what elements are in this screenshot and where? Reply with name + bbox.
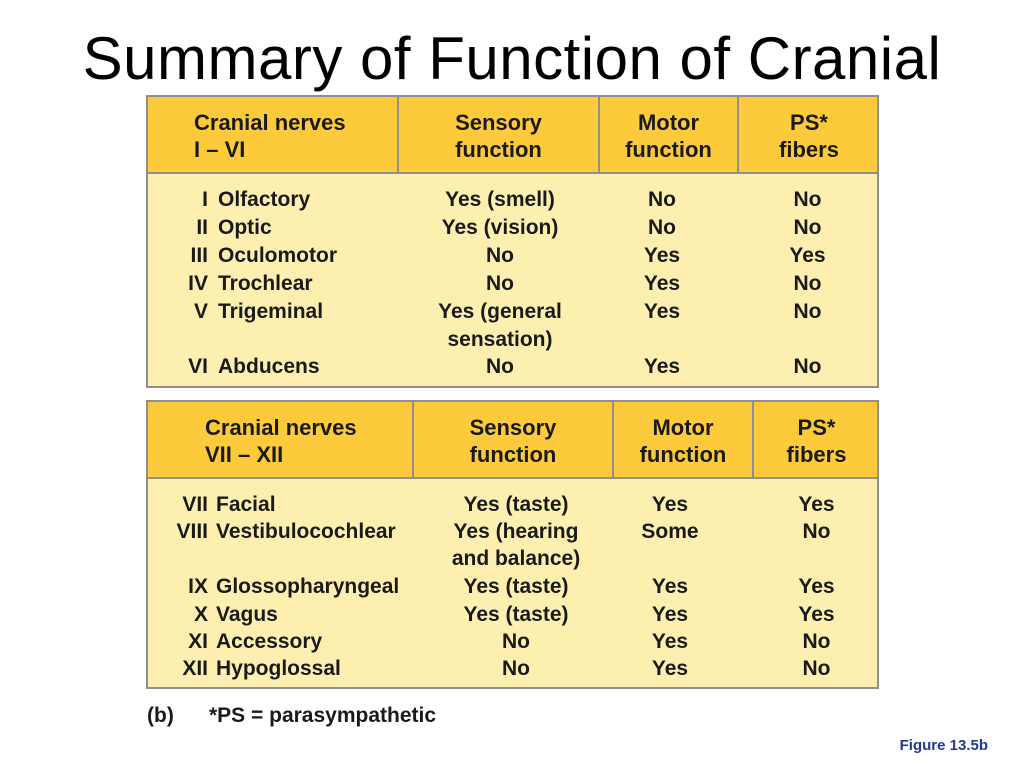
- ps-value: No: [793, 355, 822, 378]
- sensory-value: Yes (taste): [463, 575, 569, 598]
- ps-value: No: [802, 657, 831, 680]
- header-ps-line2: fibers: [779, 136, 839, 162]
- motor-value: Some: [641, 520, 699, 543]
- slide-title: Summary of Function of Cranial: [82, 25, 942, 92]
- table-row: [148, 601, 877, 629]
- table-row: [148, 242, 877, 270]
- motor-value: Yes: [643, 300, 681, 323]
- table-row: [148, 628, 877, 656]
- nerve-name: Oculomotor: [218, 244, 337, 267]
- nerve-name: Olfactory: [218, 188, 311, 211]
- ps-value: Yes: [798, 493, 835, 516]
- header-ps-fibers: [739, 97, 879, 174]
- ps-value: No: [802, 630, 831, 653]
- table-header: [148, 97, 877, 174]
- ps-value: No: [802, 520, 831, 543]
- nerve-number: I: [202, 188, 208, 211]
- header-motor-line2: function: [639, 441, 727, 467]
- sensory-value: No: [486, 355, 514, 378]
- table-cranial-nerves-7-12: [146, 400, 879, 689]
- nerve-number: XI: [188, 630, 208, 653]
- nerve-number: IX: [188, 575, 208, 598]
- table-row: [148, 298, 877, 326]
- nerve-name: Vestibulocochlear: [216, 520, 396, 543]
- sensory-value: No: [486, 272, 514, 295]
- header-sensory-line2: function: [455, 136, 542, 162]
- header-ps-fibers: [754, 402, 879, 479]
- nerve-number: III: [190, 244, 208, 267]
- table-header: [148, 402, 877, 479]
- header-motor-line1: Motor: [652, 414, 714, 440]
- motor-value: No: [648, 188, 676, 211]
- ps-value: No: [793, 188, 822, 211]
- header-ps-line1: PS*: [790, 109, 828, 135]
- header-motor-line2: function: [625, 136, 712, 162]
- sensory-value: Yes (vision): [441, 216, 559, 239]
- header-cranial-nerves-line2: VII – XII: [205, 441, 284, 467]
- nerve-number: VIII: [176, 520, 208, 543]
- nerve-name: Abducens: [218, 355, 320, 378]
- motor-value: Yes: [651, 603, 689, 626]
- nerve-number: VI: [188, 355, 208, 378]
- header-sensory-function: [399, 97, 598, 174]
- table-row: [148, 186, 877, 214]
- table-row: [148, 573, 877, 601]
- sensory-value: Yes (smell): [445, 188, 555, 211]
- nerve-name: Facial: [216, 493, 276, 516]
- motor-value: Yes: [651, 657, 689, 680]
- nerve-name: Glossopharyngeal: [216, 575, 400, 598]
- figure-reference: Figure 13.5b: [899, 737, 988, 754]
- sensory-value: Yes (general: [438, 300, 562, 323]
- header-cranial-nerves-line1: Cranial nerves: [205, 414, 357, 440]
- ps-value: Yes: [798, 575, 835, 598]
- ps-value: Yes: [798, 603, 835, 626]
- header-motor-line1: Motor: [637, 109, 700, 135]
- header-cranial-nerves-line2: I – VI: [194, 136, 246, 162]
- nerve-number: XII: [182, 657, 208, 680]
- sensory-value-continuation: sensation): [447, 328, 553, 351]
- header-cranial-nerves: [194, 97, 399, 174]
- footnote: *PS = parasympathetic: [209, 704, 437, 727]
- header-motor-function: [614, 402, 752, 479]
- header-sensory-line1: Sensory: [455, 109, 542, 135]
- header-cranial-nerves: [205, 402, 410, 479]
- motor-value: No: [648, 216, 676, 239]
- motor-value: Yes: [643, 244, 681, 267]
- nerve-name: Trigeminal: [218, 300, 324, 323]
- motor-value: Yes: [651, 575, 689, 598]
- motor-value: Yes: [651, 493, 689, 516]
- header-motor-function: [600, 97, 737, 174]
- sensory-value: Yes (taste): [463, 493, 569, 516]
- ps-value: No: [793, 216, 822, 239]
- nerve-number: VII: [182, 493, 208, 516]
- nerve-number: IV: [188, 272, 208, 295]
- ps-value: No: [793, 300, 822, 323]
- nerve-name: Vagus: [216, 603, 278, 626]
- ps-value: Yes: [789, 244, 826, 267]
- nerve-name: Accessory: [216, 630, 323, 653]
- nerve-number: X: [193, 603, 208, 626]
- nerve-name: Trochlear: [218, 272, 313, 295]
- header-ps-line2: fibers: [786, 441, 847, 467]
- sensory-value-continuation: and balance): [451, 547, 581, 570]
- motor-value: Yes: [643, 272, 681, 295]
- header-sensory-function: [414, 402, 612, 479]
- table-row: [148, 518, 877, 546]
- table-cranial-nerves-1-6: [146, 95, 879, 388]
- header-cranial-nerves-line1: Cranial nerves: [194, 109, 346, 135]
- nerve-number: II: [196, 216, 208, 239]
- header-sensory-line2: function: [469, 441, 557, 467]
- table-row: [148, 491, 877, 519]
- table-row: [148, 214, 877, 242]
- sensory-value: No: [502, 657, 530, 680]
- table-row-continuation: [148, 326, 877, 354]
- sensory-value: No: [486, 244, 514, 267]
- nerve-number: V: [193, 300, 208, 323]
- sensory-value: Yes (hearing: [453, 520, 579, 543]
- sensory-value: No: [502, 630, 530, 653]
- table-row: [148, 655, 877, 683]
- nerve-name: Optic: [218, 216, 272, 239]
- ps-value: No: [793, 272, 822, 295]
- panel-label: (b): [147, 704, 174, 727]
- table-row: [148, 270, 877, 298]
- nerve-name: Hypoglossal: [216, 657, 341, 680]
- table-row: [148, 353, 877, 381]
- motor-value: Yes: [643, 355, 681, 378]
- header-ps-line1: PS*: [797, 414, 836, 440]
- header-sensory-line1: Sensory: [469, 414, 557, 440]
- table-row-continuation: [148, 545, 877, 573]
- sensory-value: Yes (taste): [463, 603, 569, 626]
- motor-value: Yes: [651, 630, 689, 653]
